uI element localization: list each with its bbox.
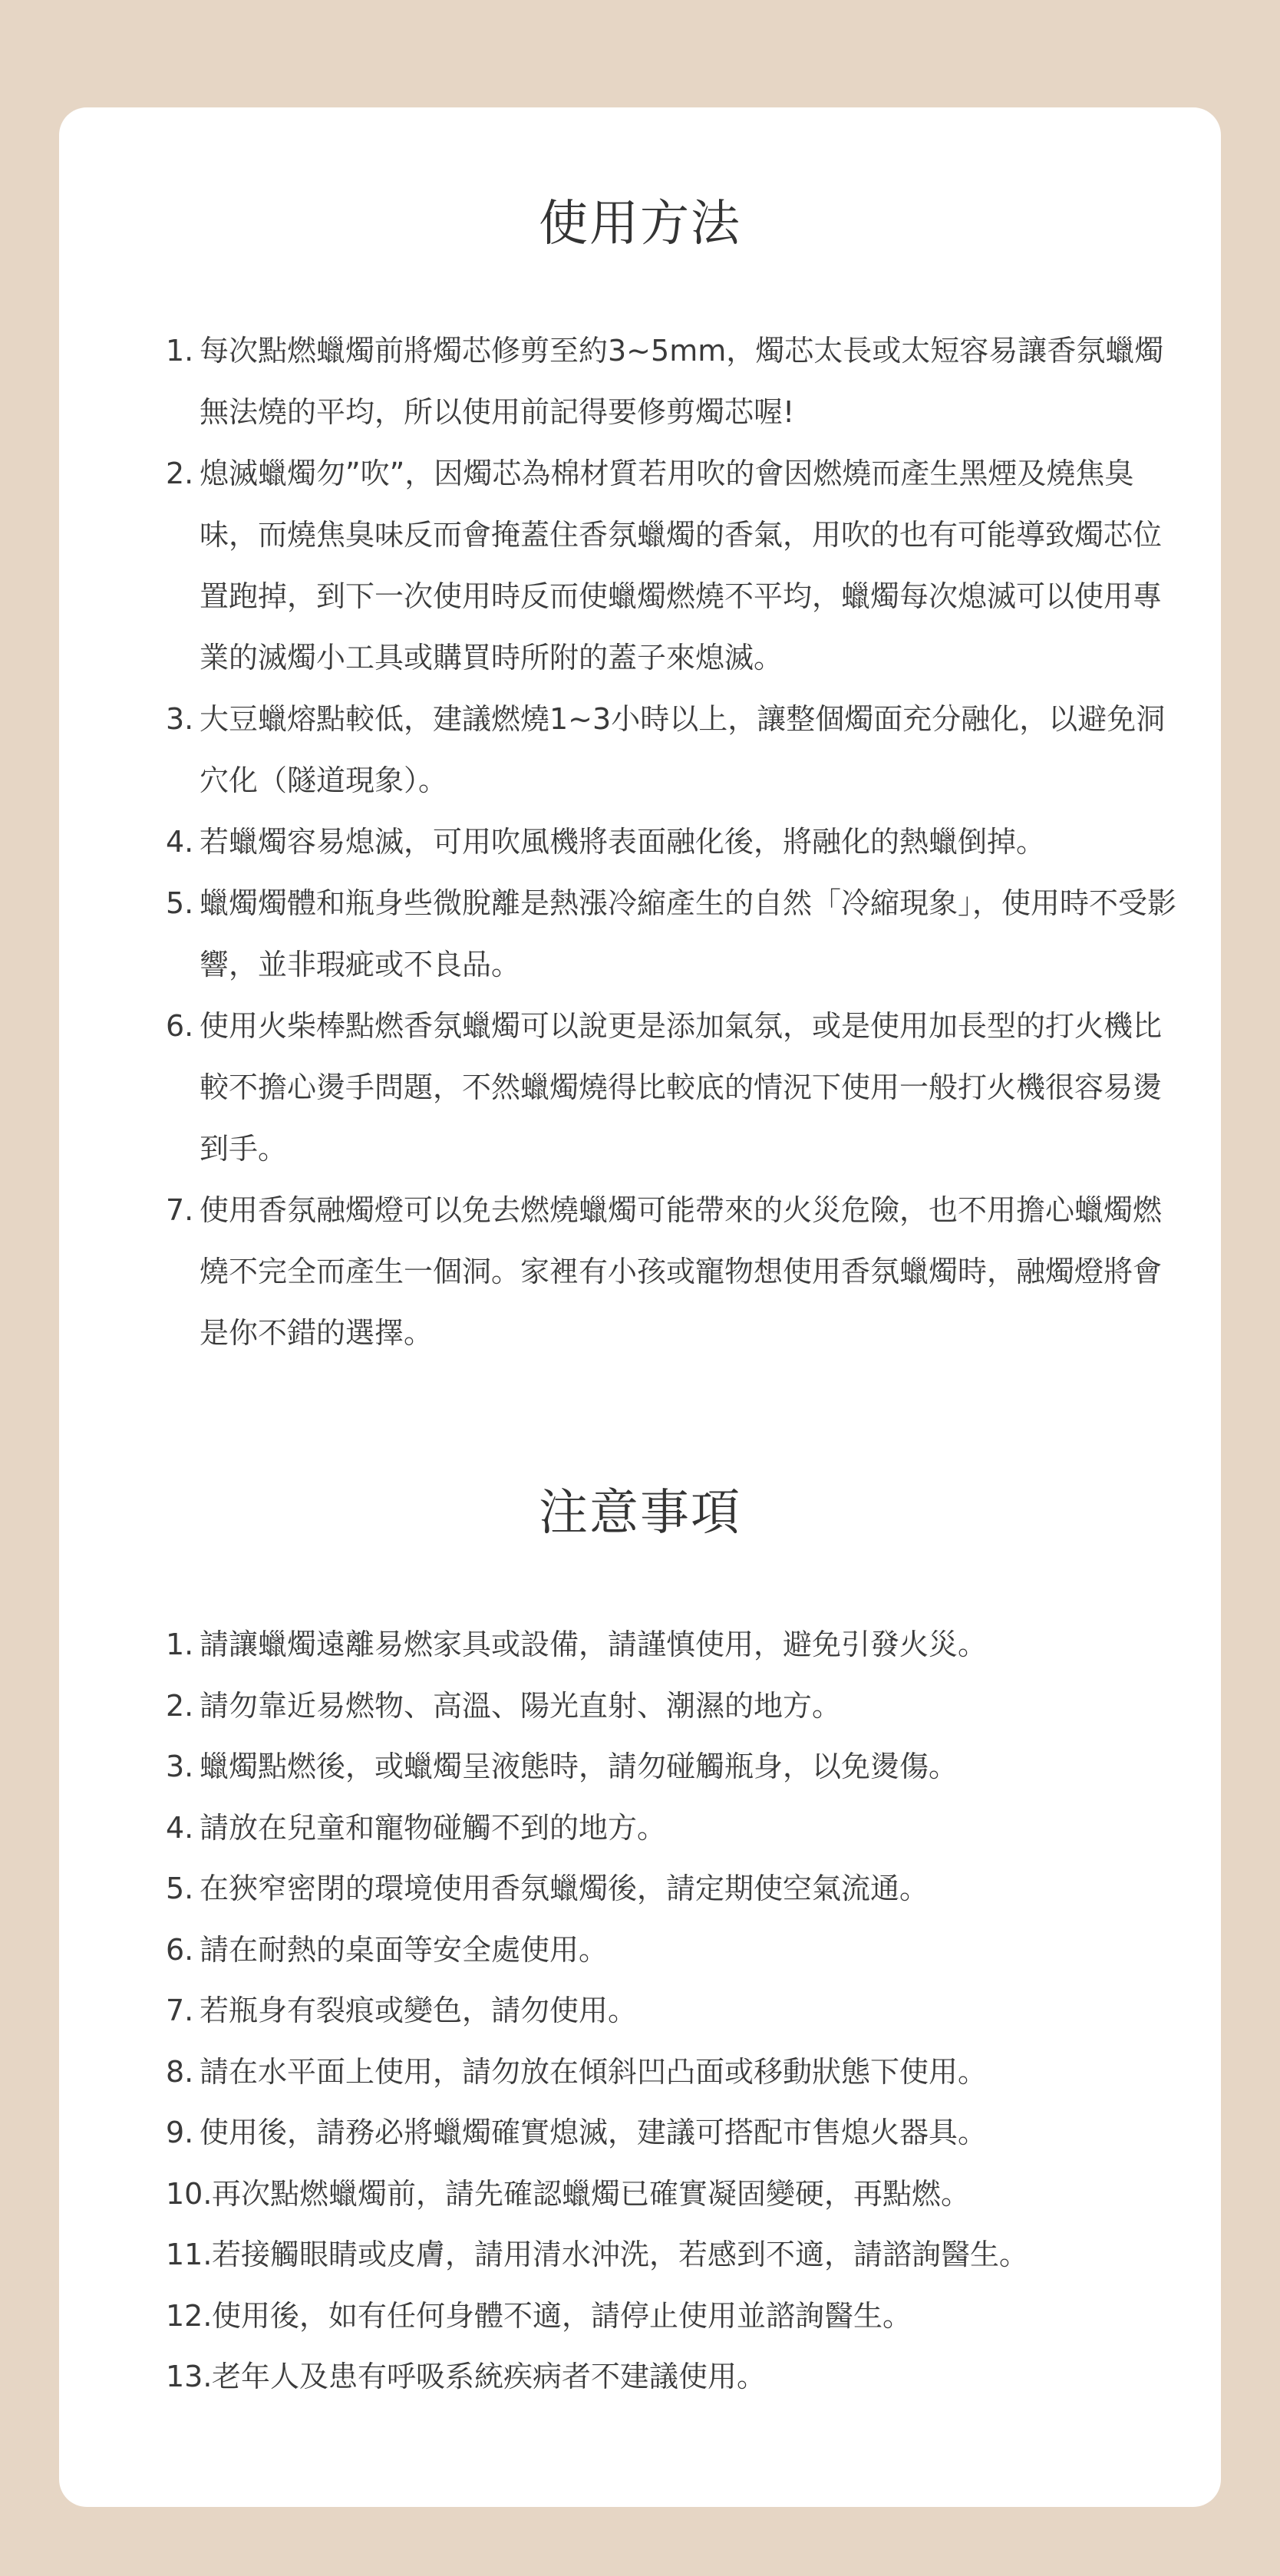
usage-item [166,872,1179,995]
usage-item [166,688,1179,811]
notes-item [166,1981,1179,2042]
notes-item [166,2103,1179,2164]
item-text: 蠟燭燭體和瓶身些微脫離是熱漲冷縮產生的自然「冷縮現象」，使用時不受影響，並非瑕疵或不良品。 [200,886,1177,981]
item-text: 熄滅蠟燭勿”吹”，因燭芯為棉材質若用吹的會因燃燒而產生黑煙及燒焦臭味，而燒焦臭味反而會掩蓋住香氛蠟燭的香氣，用吹的也有可能導致燭芯位置跑掉，到下一次使用時反而使蠟燭燃燒不平均，蠟燭每次熄滅可以使用專業的滅燭小工具或購買時所附的蓋子來熄滅。 [200,457,1163,675]
instructions-card [59,107,1221,2507]
item-text: 使用火柴棒點燃香氛蠟燭可以說更是添加氣氛，或是使用加長型的打火機比較不擔心燙手問題，不然蠟燭燒得比較底的情況下使用一般打火機很容易燙到手。 [200,1009,1163,1166]
usage-item [166,1179,1179,1364]
item-number: 7. [166,1994,194,2027]
usage-item [166,811,1179,872]
notes-item [166,1615,1179,1676]
item-number: 3. [166,702,194,736]
item-number: 1. [166,334,194,368]
item-text: 請在水平面上使用，請勿放在傾斜凹凸面或移動狀態下使用。 [200,2054,988,2089]
item-number: 6. [166,1932,194,1967]
item-number: 1. [166,1628,194,1661]
notes-title: 注意事項 [539,1485,741,1542]
item-number: 6. [166,1009,194,1043]
item-number: 13. [166,2360,213,2393]
item-text: 蠟燭點燃後，或蠟燭呈液態時，請勿碰觸瓶身，以免燙傷。 [200,1750,958,1783]
item-number: 9. [166,2116,194,2149]
item-text: 使用後，如有任何身體不適，請停止使用並諮詢醫生。 [212,2298,912,2333]
notes-item [166,1920,1179,1981]
item-text: 若瓶身有裂痕或變色，請勿使用。 [200,1994,638,2027]
item-text: 使用香氛融燭燈可以免去燃燒蠟燭可能帶來的火災危險，也不用擔心蠟燭燃燒不完全而產生一個洞。家裡有小孩或寵物想使用香氛蠟燭時，融燭燈將會是你不錯的選擇。 [200,1193,1163,1350]
item-text: 若蠟燭容易熄滅，可用吹風機將表面融化後，將融化的熱蠟倒掉。 [200,825,1046,859]
item-text: 若接觸眼睛或皮膚，請用清水沖洗，若感到不適，請諮詢醫生。 [212,2238,1029,2271]
item-text: 大豆蠟熔點較低，建議燃燒1~3小時以上，讓整個燭面充分融化，以避免洞穴化（隧道現象）。 [200,702,1166,797]
item-text: 再次點燃蠟燭前，請先確認蠟燭已確實凝固變硬，再點燃。 [212,2176,971,2211]
notes-item [166,2042,1179,2103]
notes-item [166,1859,1179,1920]
usage-title: 使用方法 [539,196,741,252]
notes-list [166,1615,1179,2408]
item-number: 5. [166,1872,194,1905]
notes-item [166,2286,1179,2347]
item-number: 2. [166,1688,194,1723]
usage-item [166,995,1179,1179]
item-number: 2. [166,457,194,490]
item-number: 12. [166,2298,213,2333]
item-text: 請在耐熱的桌面等安全處使用。 [200,1932,609,1967]
item-number: 10. [166,2176,213,2211]
item-text: 老年人及患有呼吸系統疾病者不建議使用。 [212,2360,767,2393]
item-number: 5. [166,886,194,920]
notes-item [166,1798,1179,1859]
notes-item [166,2164,1179,2225]
item-number: 7. [166,1193,194,1227]
notes-item [166,1676,1179,1737]
usage-item [166,320,1179,443]
item-number: 4. [166,1810,194,1845]
item-number: 11. [166,2238,213,2271]
usage-item [166,443,1179,688]
item-text: 每次點燃蠟燭前將燭芯修剪至約3~5mm，燭芯太長或太短容易讓香氛蠟燭無法燒的平均，所以使用前記得要修剪燭芯喔! [200,334,1164,429]
usage-list [166,320,1179,1364]
notes-item [166,2225,1179,2286]
notes-item [166,2347,1179,2408]
item-text: 請讓蠟燭遠離易燃家具或設備，請謹慎使用，避免引發火災。 [200,1628,988,1661]
item-text: 使用後，請務必將蠟燭確實熄滅，建議可搭配市售熄火器具。 [200,2116,988,2149]
notes-item [166,1737,1179,1798]
item-text: 請放在兒童和寵物碰觸不到的地方。 [200,1810,667,1845]
item-number: 3. [166,1750,194,1783]
item-number: 8. [166,2054,194,2089]
item-number: 4. [166,825,194,859]
item-text: 請勿靠近易燃物、高溫、陽光直射、潮濕的地方。 [200,1688,842,1723]
item-text: 在狹窄密閉的環境使用香氛蠟燭後，請定期使空氣流通。 [200,1872,929,1905]
